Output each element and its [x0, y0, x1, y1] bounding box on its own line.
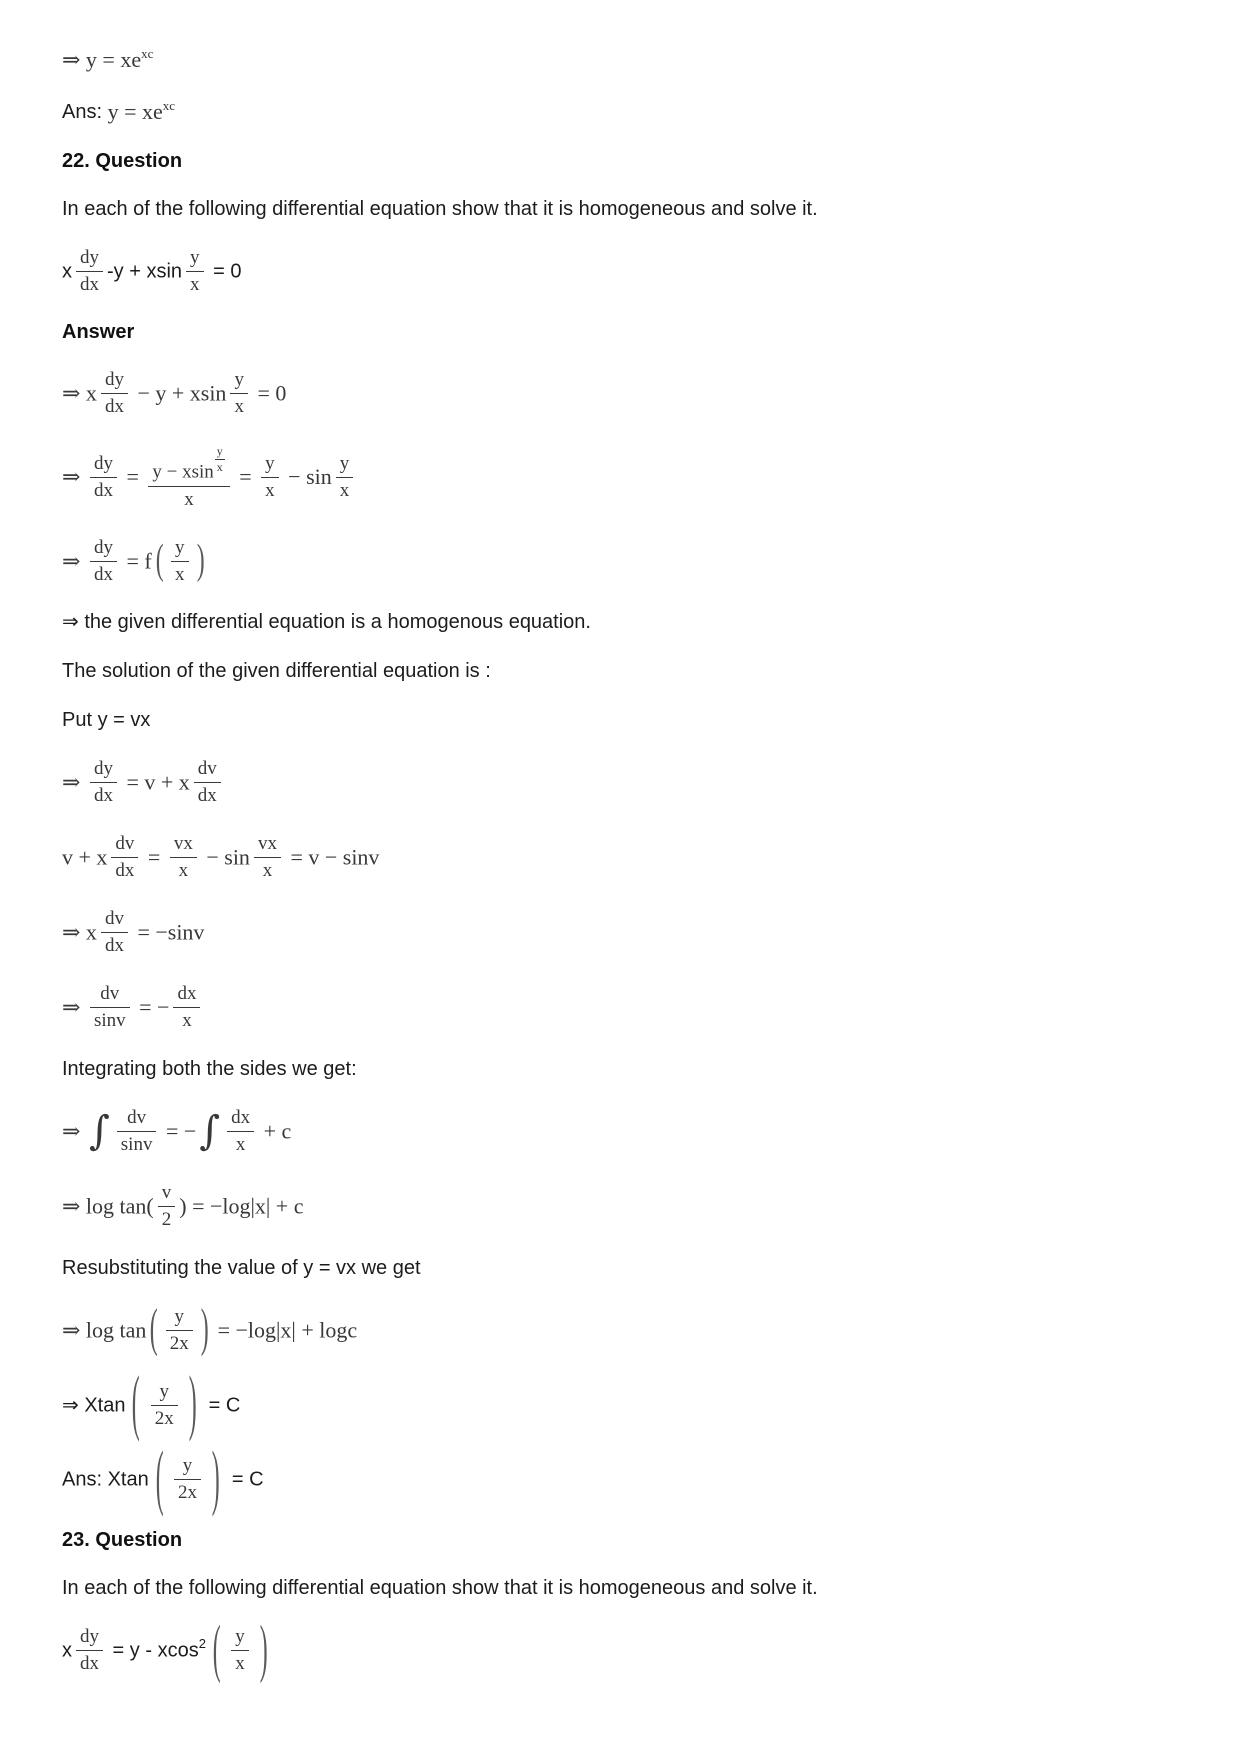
fraction-numerator: [148, 445, 229, 487]
homogenous-statement: [62, 610, 1180, 635]
fraction: [101, 370, 128, 417]
fraction-numerator: dx: [227, 1108, 254, 1132]
integral-sign: ∫: [199, 1108, 221, 1155]
math-run: − y + xsin: [131, 380, 227, 406]
fraction: [90, 538, 117, 585]
close-paren: ): [211, 1438, 220, 1519]
answer-step-10: [62, 1299, 1180, 1359]
close-paren: ): [188, 1363, 197, 1445]
question-22-heading: [62, 150, 1180, 173]
fraction: [227, 1108, 254, 1155]
fraction-numerator: y: [171, 538, 189, 562]
fraction: [151, 1382, 178, 1429]
fraction-denominator: dx: [197, 785, 217, 807]
fraction-denominator: 2x: [169, 1332, 189, 1354]
fraction-numerator: dy: [101, 370, 128, 394]
fraction-numerator: dy: [90, 454, 117, 478]
fraction-numerator: dv: [111, 834, 138, 858]
fraction-denominator: dx: [115, 860, 135, 882]
fraction-denominator: dx: [80, 1653, 99, 1675]
fraction-denominator: dx: [80, 274, 99, 296]
fraction-numerator: vx: [254, 834, 281, 858]
math-run: = −log|x| + logc: [212, 1317, 358, 1343]
math-run: =: [233, 464, 258, 490]
answer-step-11: [62, 1363, 1180, 1445]
math-run: = v + x: [120, 769, 190, 795]
question-23-heading: [62, 1529, 1180, 1552]
fraction-numerator: y: [151, 1382, 178, 1406]
text-label: ⇒ the given differential equation is a homogenous equation.: [62, 611, 591, 634]
fraction: [230, 370, 248, 417]
text-label: The solution of the given differential equation is :: [62, 660, 491, 683]
math-run: − sin: [200, 844, 250, 870]
math-run: = 0: [251, 380, 287, 406]
text-run: = y - xcos: [107, 1639, 199, 1662]
fraction: [174, 1456, 201, 1503]
math-run: = −: [133, 994, 170, 1020]
math-run: ⇒ log tan(: [62, 1193, 154, 1219]
fraction-denominator: x: [234, 396, 244, 418]
math-run: − sin: [282, 464, 332, 490]
eq-y-equals-xe-xc: [62, 46, 1180, 74]
answer-step-3: [62, 536, 1180, 587]
fraction-numerator: dv: [117, 1108, 157, 1132]
integrating-statement: [62, 1057, 1180, 1082]
text-run: = 0: [207, 260, 242, 283]
fraction-denominator: dx: [93, 785, 113, 807]
fraction: [90, 454, 117, 501]
fraction-numerator: y: [174, 1456, 201, 1480]
answer-22-final: [62, 1438, 1180, 1519]
question-23-text: [62, 1576, 1180, 1601]
math-run: ⇒: [62, 769, 86, 795]
fraction: [173, 984, 200, 1031]
math-run: v + x: [62, 844, 108, 870]
math-run: = −: [160, 1118, 197, 1144]
fraction: [148, 445, 229, 509]
text-run: = C: [203, 1394, 241, 1417]
fraction-numerator: dy: [90, 538, 117, 562]
open-paren: (: [155, 1438, 164, 1519]
fraction-denominator: 2x: [154, 1407, 174, 1429]
ans-y-equals-xe-xc: [62, 98, 1180, 126]
text-run: = C: [226, 1468, 264, 1491]
close-paren: ): [196, 537, 205, 584]
fraction-denominator: x: [339, 479, 350, 501]
math-run: ⇒ x: [62, 380, 97, 406]
open-paren: (: [212, 1613, 221, 1686]
fraction-denominator: x: [265, 479, 275, 501]
fraction: [261, 454, 279, 501]
fraction: [170, 834, 197, 881]
question-23-equation: [62, 1613, 1180, 1686]
heading-label: 23. Question: [62, 1529, 183, 1552]
fraction: [166, 1307, 193, 1354]
open-paren: (: [132, 1363, 141, 1445]
math-run: ⇒: [62, 464, 86, 490]
math-run: = f: [120, 547, 152, 573]
math-run: + c: [258, 1118, 292, 1144]
fraction-numerator: dv: [194, 759, 221, 783]
text-run: x: [62, 260, 72, 283]
text-label: Integrating both the sides we get:: [62, 1057, 357, 1080]
fraction-numerator: y: [230, 370, 248, 394]
math-run: = −sinv: [131, 919, 205, 945]
fraction: [194, 759, 221, 806]
fraction-numerator: dx: [173, 984, 200, 1008]
fraction-denominator: sinv: [93, 1010, 126, 1032]
fraction: [117, 1108, 157, 1155]
answer-heading: [62, 321, 1180, 344]
text-label: In each of the following differential equation show that it is homogeneous and solve it.: [62, 198, 818, 221]
text-label: Put y = vx: [62, 709, 151, 732]
math-run: ⇒: [62, 994, 86, 1020]
fraction-numerator: y: [216, 444, 223, 459]
fraction-numerator: dy: [76, 248, 103, 272]
fraction: [254, 834, 281, 881]
math-run: =: [142, 844, 166, 870]
text-label: Resubstituting the value of y = vx we get: [62, 1256, 421, 1279]
fraction-numerator: dv: [90, 984, 130, 1008]
open-paren: (: [155, 537, 164, 584]
question-22-text: [62, 197, 1180, 222]
fraction-denominator: sinv: [120, 1133, 153, 1155]
answer-step-5: [62, 832, 1180, 883]
text-run: Ans: Xtan: [62, 1468, 149, 1491]
math-run: ) = −log|x| + c: [179, 1193, 304, 1219]
fraction-denominator: x: [262, 860, 273, 882]
substitution-statement: [62, 708, 1180, 733]
text-label: In each of the following differential equation show that it is homogeneous and solve it.: [62, 1577, 818, 1600]
heading-label: Answer: [62, 321, 135, 344]
answer-step-2: [62, 443, 1180, 511]
fraction: [336, 454, 354, 501]
fraction-denominator: 2: [161, 1208, 172, 1230]
fraction: [90, 759, 117, 806]
fraction: [186, 248, 204, 295]
fraction-numerator: dv: [101, 909, 128, 933]
fraction-denominator: dx: [104, 396, 124, 418]
math-run: =: [120, 464, 145, 490]
math-run: ⇒: [62, 1118, 86, 1144]
superscript: xc: [162, 97, 176, 113]
fraction-denominator: x: [182, 1010, 192, 1032]
solution-statement: [62, 659, 1180, 684]
fraction-numerator: dy: [76, 1627, 103, 1651]
fraction: [76, 1627, 103, 1674]
fraction-denominator: 2x: [178, 1482, 198, 1504]
fraction: [231, 1627, 249, 1674]
math-run: y − xsin: [152, 461, 214, 483]
answer-step-6: [62, 907, 1180, 958]
fraction-denominator: dx: [93, 479, 113, 501]
fraction-denominator: x: [178, 860, 189, 882]
superscript: 2: [198, 1636, 206, 1652]
answer-step-1: [62, 368, 1180, 419]
math-run: ⇒ y = xe: [62, 47, 142, 72]
fraction: [158, 1183, 176, 1230]
fraction-denominator: x: [184, 488, 194, 510]
fraction-denominator: x: [175, 563, 185, 585]
answer-step-7: [62, 982, 1180, 1033]
heading-label: 22. Question: [62, 150, 183, 173]
resubstituting-statement: [62, 1256, 1180, 1281]
math-run: ⇒ x: [62, 919, 97, 945]
answer-step-9: [62, 1181, 1180, 1232]
fraction-numerator: v: [158, 1183, 176, 1207]
fraction-numerator: dy: [90, 759, 117, 783]
fraction-denominator: x: [235, 1133, 246, 1155]
fraction-numerator: vx: [170, 834, 197, 858]
text-run: x: [62, 1639, 72, 1662]
fraction-numerator: y: [261, 454, 279, 478]
answer-step-4: [62, 757, 1180, 808]
fraction-numerator: y: [166, 1307, 193, 1331]
math-run: = v − sinv: [284, 844, 380, 870]
superscript: xc: [141, 45, 154, 61]
fraction-denominator: x: [190, 274, 200, 296]
fraction-numerator: y: [336, 454, 354, 478]
math-run: ⇒: [62, 547, 86, 573]
text-run: Ans:: [62, 101, 108, 124]
answer-step-8: [62, 1106, 1180, 1157]
fraction-denominator: dx: [93, 563, 113, 585]
fraction-numerator: y: [231, 1627, 249, 1651]
fraction: [111, 834, 138, 881]
integral-sign: ∫: [88, 1108, 110, 1155]
fraction-denominator: x: [216, 459, 223, 474]
math-run: y = xe: [107, 99, 163, 125]
question-22-equation: [62, 246, 1180, 297]
fraction: [171, 538, 189, 585]
open-paren: (: [150, 1299, 159, 1359]
fraction: [76, 248, 103, 295]
fraction-denominator: dx: [104, 935, 124, 957]
math-run: ⇒ log tan: [62, 1317, 147, 1343]
fraction: [215, 445, 225, 473]
text-run: -y + xsin: [107, 260, 183, 283]
fraction-numerator: y: [186, 248, 204, 272]
text-run: ⇒ Xtan: [62, 1394, 126, 1417]
fraction-denominator: x: [235, 1653, 245, 1675]
fraction: [101, 909, 128, 956]
fraction: [90, 984, 130, 1031]
close-paren: ): [259, 1613, 268, 1686]
close-paren: ): [200, 1299, 209, 1359]
